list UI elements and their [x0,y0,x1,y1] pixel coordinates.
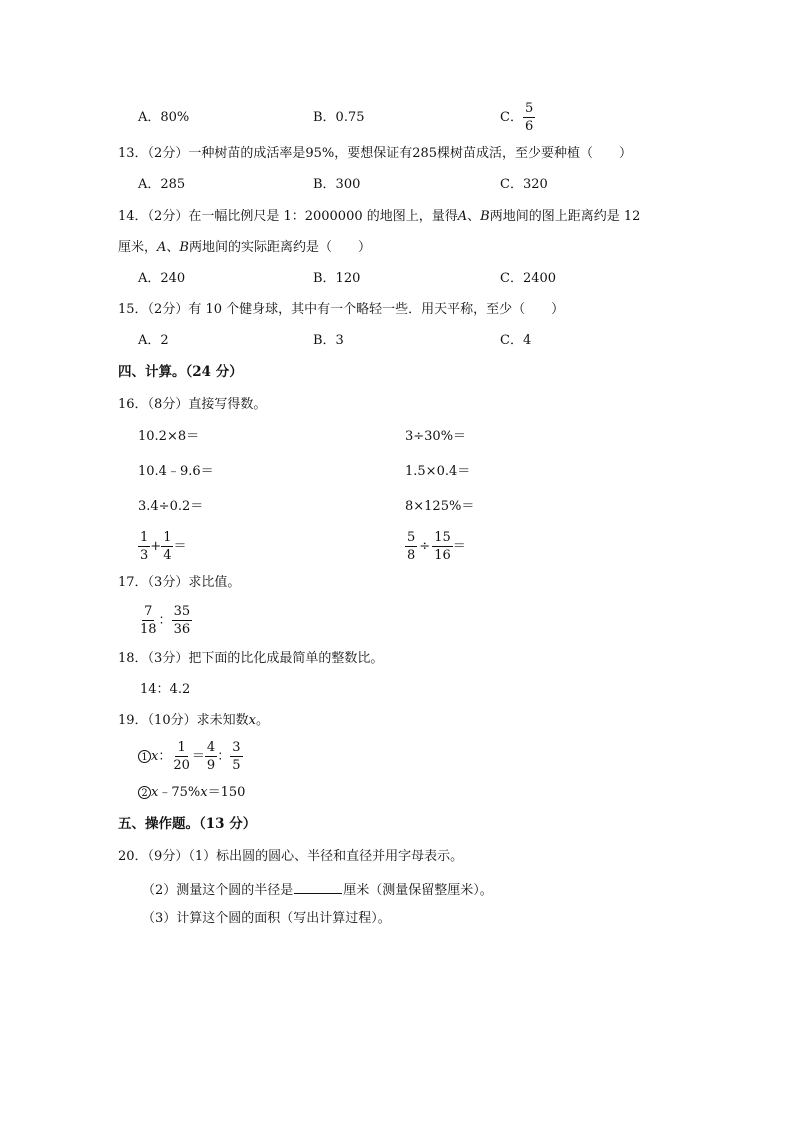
fraction-numerator: 1 [163,530,172,545]
fraction [161,531,173,562]
q14-line1 [118,210,640,223]
q12-option-c [500,102,535,133]
fraction [230,741,242,772]
fraction [172,605,193,636]
equation-part: ﹣75% [158,785,201,800]
equation-part: ＝150 [207,785,246,800]
q13-option-c: C．320 [500,177,548,192]
q16-item: 10.4﹣9.6＝ [138,464,214,479]
answer-blank[interactable] [294,881,342,894]
q16-fraction-expression-1 [138,531,186,562]
fraction [432,531,453,562]
ratio-colon: ： [158,749,172,764]
q19-text-post: 。 [255,713,269,728]
q17-text: 17．（3分）求比值。 [118,575,241,590]
q19-equation-1 [138,741,243,772]
q18-expression: 14：4.2 [140,682,191,697]
q20-part-2-pre: （2）测量这个圆的半径是 [142,883,294,898]
fraction-denominator: 3 [140,548,149,563]
q16-item: 10.2×8＝ [138,429,200,444]
q12-option-b: B．0.75 [313,110,365,125]
fraction-numerator: 4 [206,740,216,755]
q20-part-2 [142,881,493,897]
fraction [205,741,217,772]
q19-text [118,714,269,727]
q14-var-b: B [480,209,490,224]
fraction [138,531,150,562]
q14-sep: 、 [467,209,481,224]
q14-var-b: B [179,240,189,255]
q14-var-a: A [457,209,468,224]
unknown-x: x [200,785,208,800]
operator: ÷ [419,539,431,554]
q12-option-c-fraction [523,102,535,133]
fraction-denominator: 8 [407,548,416,563]
q16-item: 1.5×0.4＝ [405,464,471,479]
q14-line2 [118,241,371,254]
q17-ratio [138,605,192,636]
q14-option-b: B．120 [313,271,361,286]
fraction-numerator: 7 [144,604,153,619]
q14-line1-pre: 14．（2分）在一幅比例尺是 1：2000000 的地图上，量得 [118,209,458,224]
q19-equation-2 [138,786,245,799]
equals-sign: ＝ [173,539,187,554]
q14-line2-pre: 厘米， [118,240,158,255]
q16-fraction-expression-2 [405,531,466,562]
q19-var: x [248,713,256,728]
fraction-numerator: 35 [173,604,191,619]
q20-part-2-post: 厘米（测量保留整厘米）。 [343,883,493,898]
fraction-numerator: 1 [140,530,149,545]
q18-text: 18．（3分）把下面的比化成最简单的整数比。 [118,651,384,666]
fraction-denominator: 36 [173,622,191,637]
q20-part-3: （3）计算这个圆的面积（写出计算过程）。 [142,911,391,926]
q15-option-a: A．2 [138,333,169,348]
q14-var-a: A [157,240,167,255]
equals-sign: ＝ [452,539,466,554]
fraction-denominator: 5 [232,758,241,773]
fraction-denominator: 6 [524,119,534,134]
q12-option-c-label: C． [500,110,523,125]
q14-sep: 、 [166,240,180,255]
fraction-denominator: 20 [173,758,190,773]
circled-number-2: 2 [138,786,151,799]
fraction-numerator: 15 [434,530,451,545]
fraction-numerator: 5 [524,101,534,116]
q14-line2-post: 两地间的实际距离约是（ ） [188,240,371,255]
q12-option-a: A．80% [138,110,190,125]
q14-option-c: C．2400 [500,271,557,286]
fraction-numerator: 1 [177,740,186,755]
fraction-denominator: 9 [206,758,216,773]
q16-item: 3.4÷0.2＝ [138,499,204,514]
unknown-x: x [151,785,159,800]
operator: + [150,539,162,554]
fraction [138,605,159,636]
q19-text-pre: 19．（10分）求未知数 [118,713,249,728]
q13-option-b: B．300 [313,177,361,192]
q16-item: 8×125%＝ [405,499,475,514]
q15-text: 15．（2分）有 10 个健身球，其中有一个略轻一些．用天平称，至少（ ） [118,302,565,317]
ratio-colon: ： [158,613,172,628]
q16-item: 3÷30%＝ [405,429,467,444]
fraction [171,741,192,772]
equals-sign: ＝ [191,749,205,764]
q13-option-a: A．285 [138,177,186,192]
fraction-denominator: 18 [140,622,157,637]
q14-line1-post: 两地间的图上距离约是 12 [489,209,641,224]
unknown-x: x [151,749,159,764]
section-4-title: 四、计算。（24 分） [118,364,243,380]
fraction-denominator: 16 [434,548,451,563]
ratio-colon: ： [217,749,231,764]
q15-option-b: B．3 [313,333,344,348]
circled-number-1: 1 [138,750,151,763]
fraction-denominator: 4 [163,548,172,563]
q20-text: 20．（9分）（1）标出圆的圆心、半径和直径并用字母表示。 [118,849,464,864]
fraction-numerator: 3 [232,740,241,755]
fraction-numerator: 5 [407,530,416,545]
q15-option-c: C．4 [500,333,532,348]
q14-option-a: A．240 [138,271,186,286]
q13-text: 13．（2分）一种树苗的成活率是95%，要想保证有285棵树苗成活，至少要种植（ ） [118,146,633,161]
q16-text: 16．（8分）直接写得数。 [118,397,267,412]
fraction [405,531,417,562]
section-5-title: 五、操作题。（13 分） [118,816,257,832]
